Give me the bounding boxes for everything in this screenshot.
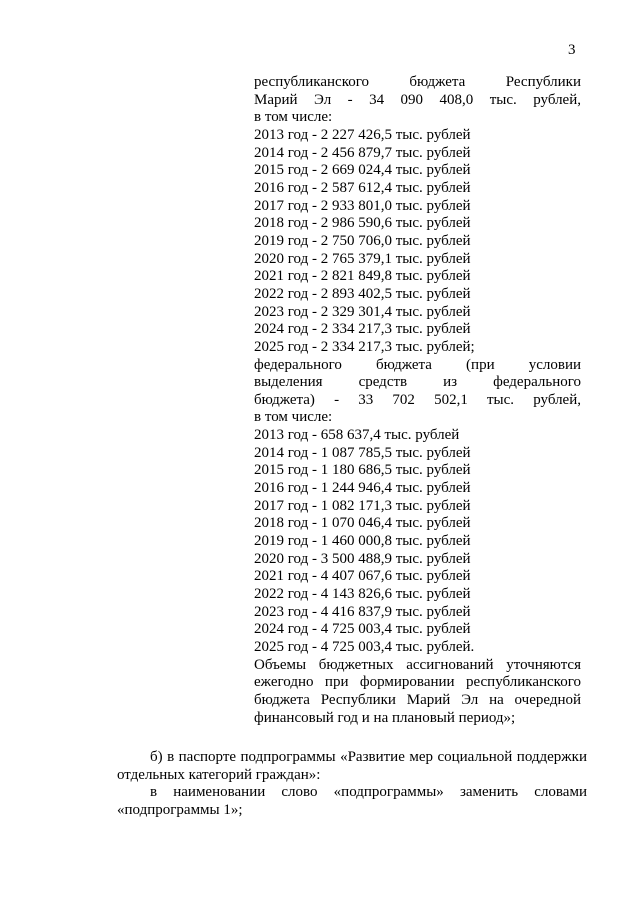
republican-year-row: 2019 год - 2 750 706,0 тыс. рублей bbox=[254, 232, 471, 249]
federal-budget-line-3: бюджета) - 33 702 502,1 тыс. рублей, bbox=[254, 391, 581, 408]
republican-year-row: 2015 год - 2 669 024,4 тыс. рублей bbox=[254, 162, 471, 179]
republican-year-row: 2017 год - 2 933 801,0 тыс. рублей bbox=[254, 197, 471, 214]
allocation-note: Объемы бюджетных ассигнований уточняются ежегодно при формировании республиканского бюджета Республики Марий Эл на очередной финансовый год и на плановый период»; bbox=[254, 656, 581, 726]
republican-year-row: 2023 год - 2 329 301,4 тыс. рублей bbox=[254, 303, 471, 320]
federal-year-row: 2021 год - 4 407 067,6 тыс. рублей bbox=[254, 568, 471, 585]
republican-budget-line-1: республиканского бюджета Республики bbox=[254, 74, 581, 90]
federal-budget-line-2: выделения средств из федерального bbox=[254, 374, 581, 391]
republican-year-row: 2016 год - 2 587 612,4 тыс. рублей bbox=[254, 179, 471, 196]
federal-year-row: 2024 год - 4 725 003,4 тыс. рублей bbox=[254, 621, 471, 638]
republican-year-row: 2025 год - 2 334 217,3 тыс. рублей; bbox=[254, 338, 475, 355]
federal-including-label: в том числе: bbox=[254, 409, 333, 426]
republican-budget-line-2: Марий Эл - 34 090 408,0 тыс. рублей, bbox=[254, 91, 581, 108]
republican-year-row: 2021 год - 2 821 849,8 тыс. рублей bbox=[254, 268, 471, 285]
federal-year-row: 2014 год - 1 087 785,5 тыс. рублей bbox=[254, 444, 471, 461]
republican-year-row: 2020 год - 2 765 379,1 тыс. рублей bbox=[254, 250, 471, 267]
federal-year-list bbox=[254, 427, 581, 657]
federal-year-row: 2025 год - 4 725 003,4 тыс. рублей. bbox=[254, 639, 475, 655]
page-number: 3 bbox=[568, 42, 576, 58]
republican-year-row: 2022 год - 2 893 402,5 тыс. рублей bbox=[254, 285, 471, 302]
budget-column bbox=[254, 74, 581, 727]
paragraph-c: в наименовании слово «подпрограммы» заменить словами «подпрограммы 1»; bbox=[117, 784, 587, 818]
republican-year-list bbox=[254, 127, 581, 357]
federal-year-row: 2022 год - 4 143 826,6 тыс. рублей bbox=[254, 586, 471, 603]
federal-budget-line-1: федерального бюджета (при условии bbox=[254, 356, 581, 373]
republican-year-row: 2013 год - 2 227 426,5 тыс. рублей bbox=[254, 126, 471, 143]
federal-year-row: 2016 год - 1 244 946,4 тыс. рублей bbox=[254, 480, 471, 497]
republican-year-row: 2014 год - 2 456 879,7 тыс. рублей bbox=[254, 144, 471, 161]
federal-year-row: 2019 год - 1 460 000,8 тыс. рублей bbox=[254, 533, 471, 550]
republican-including-label: в том числе: bbox=[254, 109, 333, 126]
federal-year-row: 2017 год - 1 082 171,3 тыс. рублей bbox=[254, 497, 471, 514]
federal-year-row: 2020 год - 3 500 488,9 тыс. рублей bbox=[254, 550, 471, 567]
federal-year-row: 2018 год - 1 070 046,4 тыс. рублей bbox=[254, 515, 471, 532]
republican-year-row: 2018 год - 2 986 590,6 тыс. рублей bbox=[254, 215, 471, 232]
republican-year-row: 2024 год - 2 334 217,3 тыс. рублей bbox=[254, 321, 471, 338]
main-text bbox=[117, 749, 587, 819]
federal-year-row: 2023 год - 4 416 837,9 тыс. рублей bbox=[254, 603, 471, 620]
paragraph-b: б) в паспорте подпрограммы «Развитие мер социальной поддержки отдельных категорий граждан»: bbox=[117, 749, 587, 783]
federal-year-row: 2015 год - 1 180 686,5 тыс. рублей bbox=[254, 462, 471, 479]
federal-year-row: 2013 год - 658 637,4 тыс. рублей bbox=[254, 427, 460, 444]
